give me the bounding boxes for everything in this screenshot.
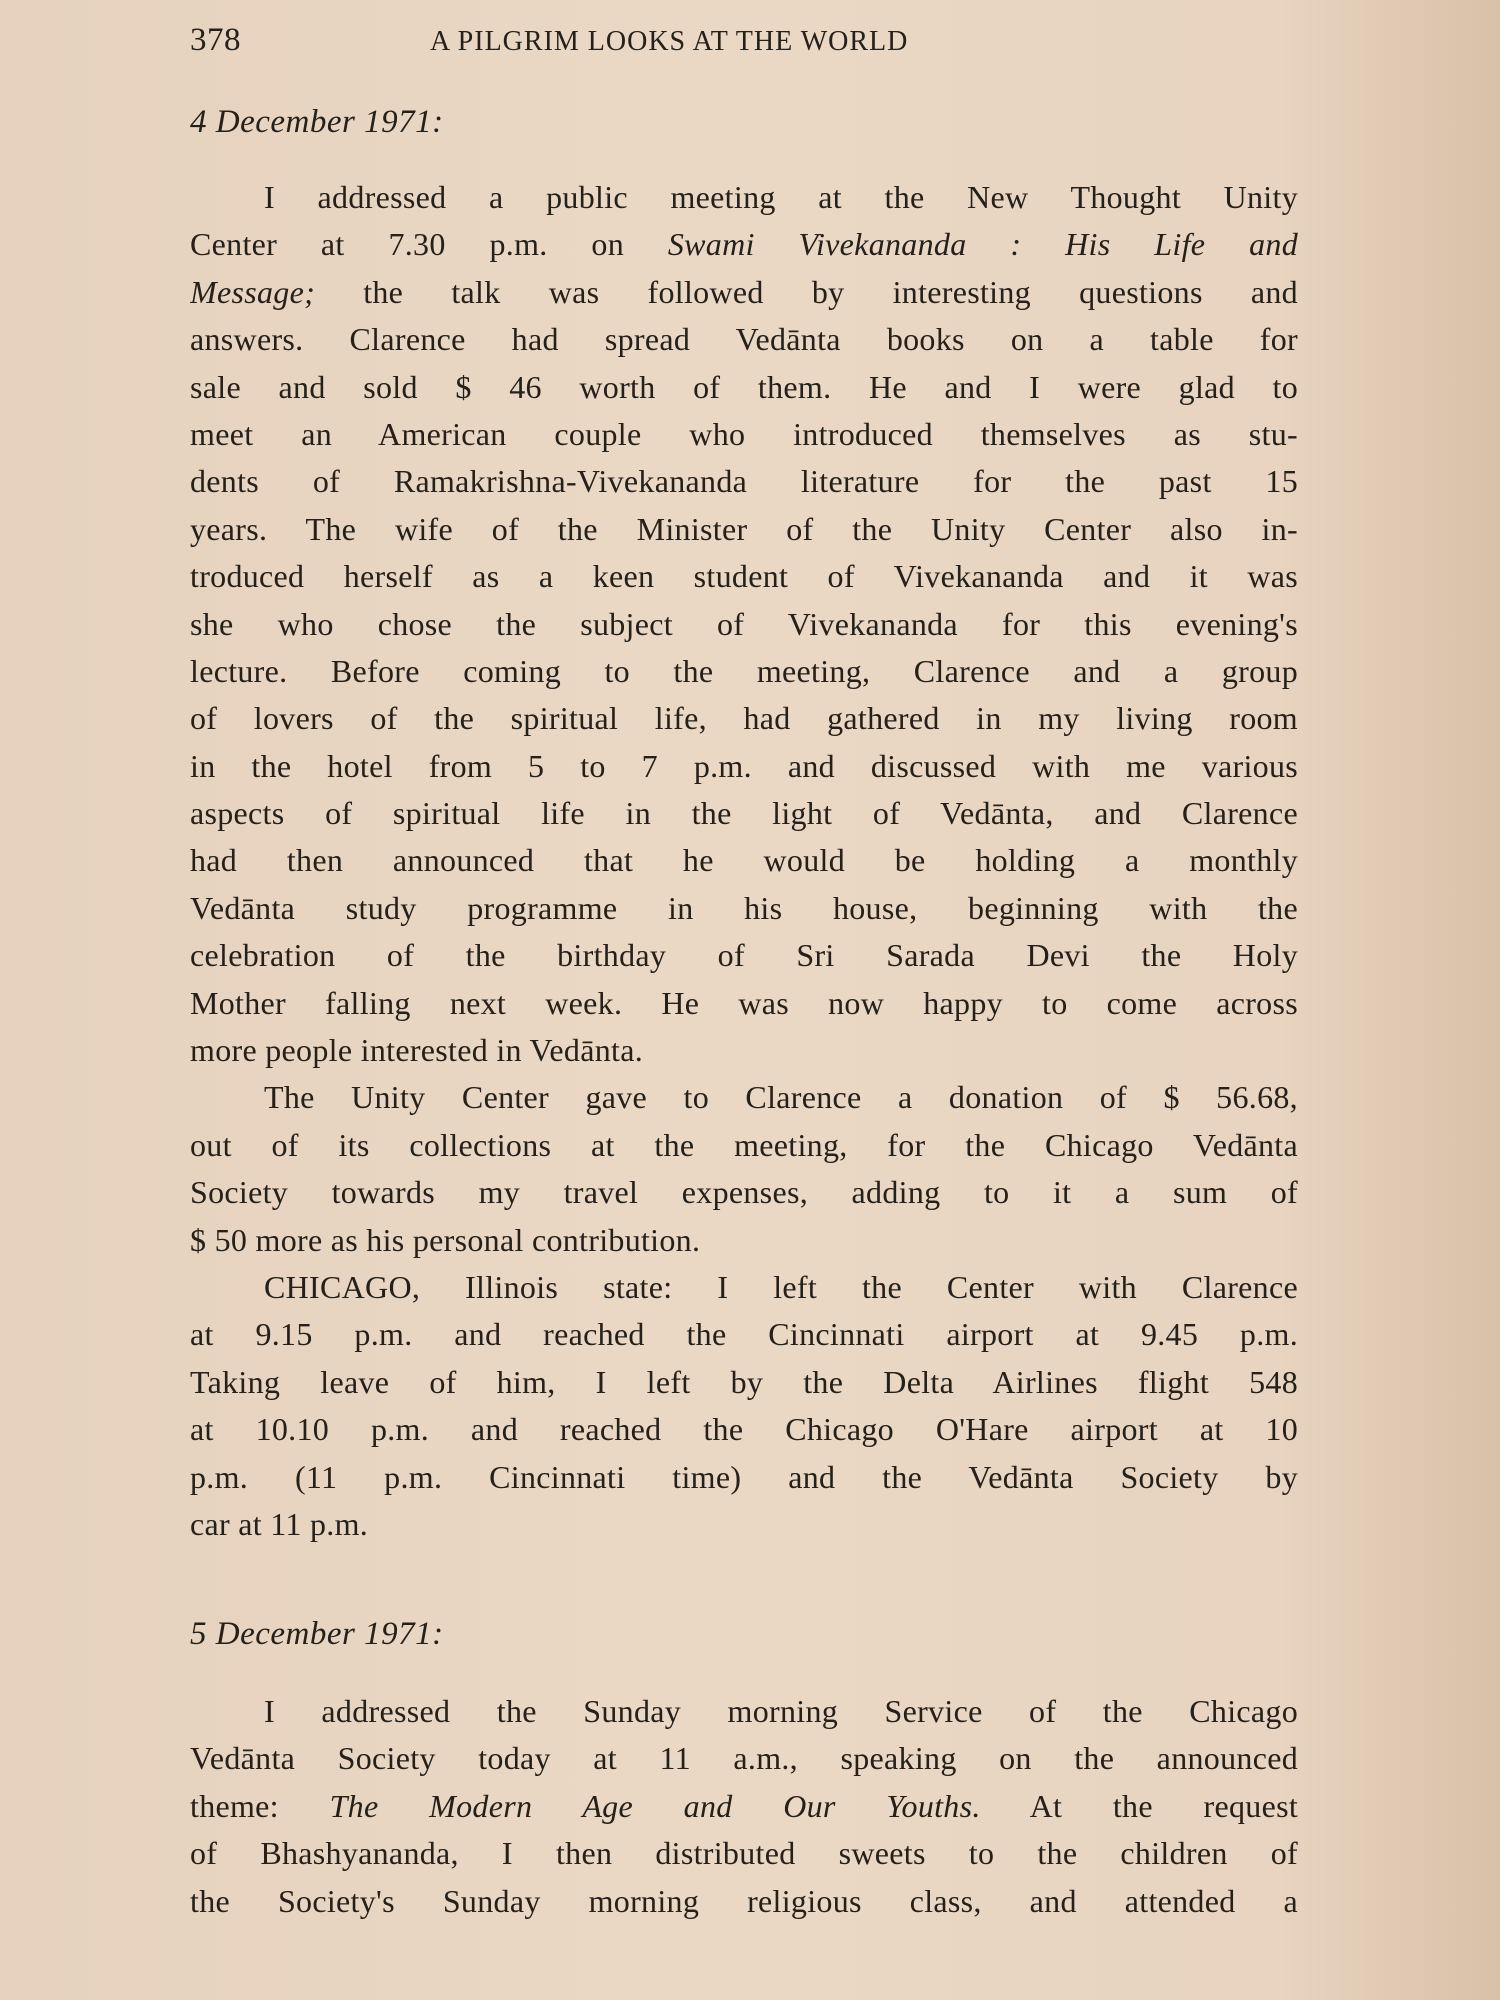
running-title: A PILGRIM LOOKS AT THE WORLD [430, 26, 909, 57]
entry-body [190, 174, 1298, 1548]
text-line: at 10.10 p.m. and reached the Chicago O'Hare airport at 10 [190, 1411, 1298, 1448]
text-line: of Bhashyananda, I then distributed sweets to the children of [190, 1835, 1298, 1872]
text-line: Mother falling next week. He was now happy to come across [190, 984, 1298, 1021]
text-line: answers. Clarence had spread Vedānta books on a table for [190, 321, 1298, 358]
text-line: I addressed the Sunday morning Service of the Chicago [264, 1693, 1298, 1729]
text-line: meet an American couple who introduced themselves as stu- [190, 415, 1298, 452]
text-line: at 9.15 p.m. and reached the Cincinnati airport at 9.45 p.m. [190, 1316, 1298, 1353]
italic-title: Swami Vivekananda : His Life and [667, 226, 1298, 263]
text-line: had then announced that he would be holding a monthly [190, 842, 1298, 879]
italic-title: Message; [190, 273, 316, 310]
text-line: Vedānta Society today at 11 a.m., speaking on the announced [190, 1740, 1298, 1777]
entry-body [190, 1688, 1298, 1925]
text-line: $ 50 more as his personal contribution. [190, 1221, 701, 1258]
text-line: dents of Ramakrishna-Vivekananda literature for the past 15 [190, 463, 1298, 500]
text-line: of lovers of the spiritual life, had gathered in my living room [190, 700, 1298, 737]
text-line: The Unity Center gave to Clarence a donation of $ 56.68, [264, 1079, 1298, 1116]
text-line: Society towards my travel expenses, adding to it a sum of [190, 1174, 1298, 1211]
text-line: lecture. Before coming to the meeting, Clarence and a group [190, 652, 1298, 689]
text-line: I addressed a public meeting at the New Thought Unity [264, 179, 1298, 215]
text-line: Message; the talk was followed by interesting questions and [190, 273, 1298, 310]
entry-date: 4 December 1971: [190, 104, 444, 140]
text-line: Center at 7.30 p.m. on Swami Vivekananda : His Life and [190, 226, 1298, 263]
italic-title: The Modern Age and Our Youths. [329, 1787, 981, 1824]
text-line: CHICAGO, Illinois state: I left the Center with Clarence [264, 1268, 1298, 1305]
text-line: sale and sold $ 46 worth of them. He and I were glad to [190, 368, 1298, 405]
text-line: the Society's Sunday morning religious class, and attended a [190, 1882, 1298, 1919]
text-line: troduced herself as a keen student of Vivekananda and it was [190, 558, 1298, 595]
text-line: in the hotel from 5 to 7 p.m. and discussed with me various [190, 747, 1298, 784]
text-line: more people interested in Vedānta. [190, 1032, 644, 1069]
text-line: celebration of the birthday of Sri Sarada Devi the Holy [190, 937, 1298, 974]
text-line: years. The wife of the Minister of the Unity Center also in- [190, 510, 1298, 547]
running-head [190, 22, 1300, 72]
text-line: she who chose the subject of Vivekananda for this evening's [190, 605, 1298, 642]
text-line: aspects of spiritual life in the light of Vedānta, and Clarence [190, 795, 1298, 832]
text-line: car at 11 p.m. [190, 1505, 369, 1542]
text-line: Taking leave of him, I left by the Delta Airlines flight 548 [190, 1363, 1298, 1400]
page-number: 378 [190, 22, 241, 58]
text-line: theme: The Modern Age and Our Youths. At the request [190, 1787, 1298, 1824]
entry-date: 5 December 1971: [190, 1616, 444, 1652]
text-line: p.m. (11 p.m. Cincinnati time) and the Vedānta Society by [190, 1458, 1298, 1495]
text-line: out of its collections at the meeting, for the Chicago Vedānta [190, 1126, 1298, 1163]
text-line: Vedānta study programme in his house, beginning with the [190, 889, 1298, 926]
